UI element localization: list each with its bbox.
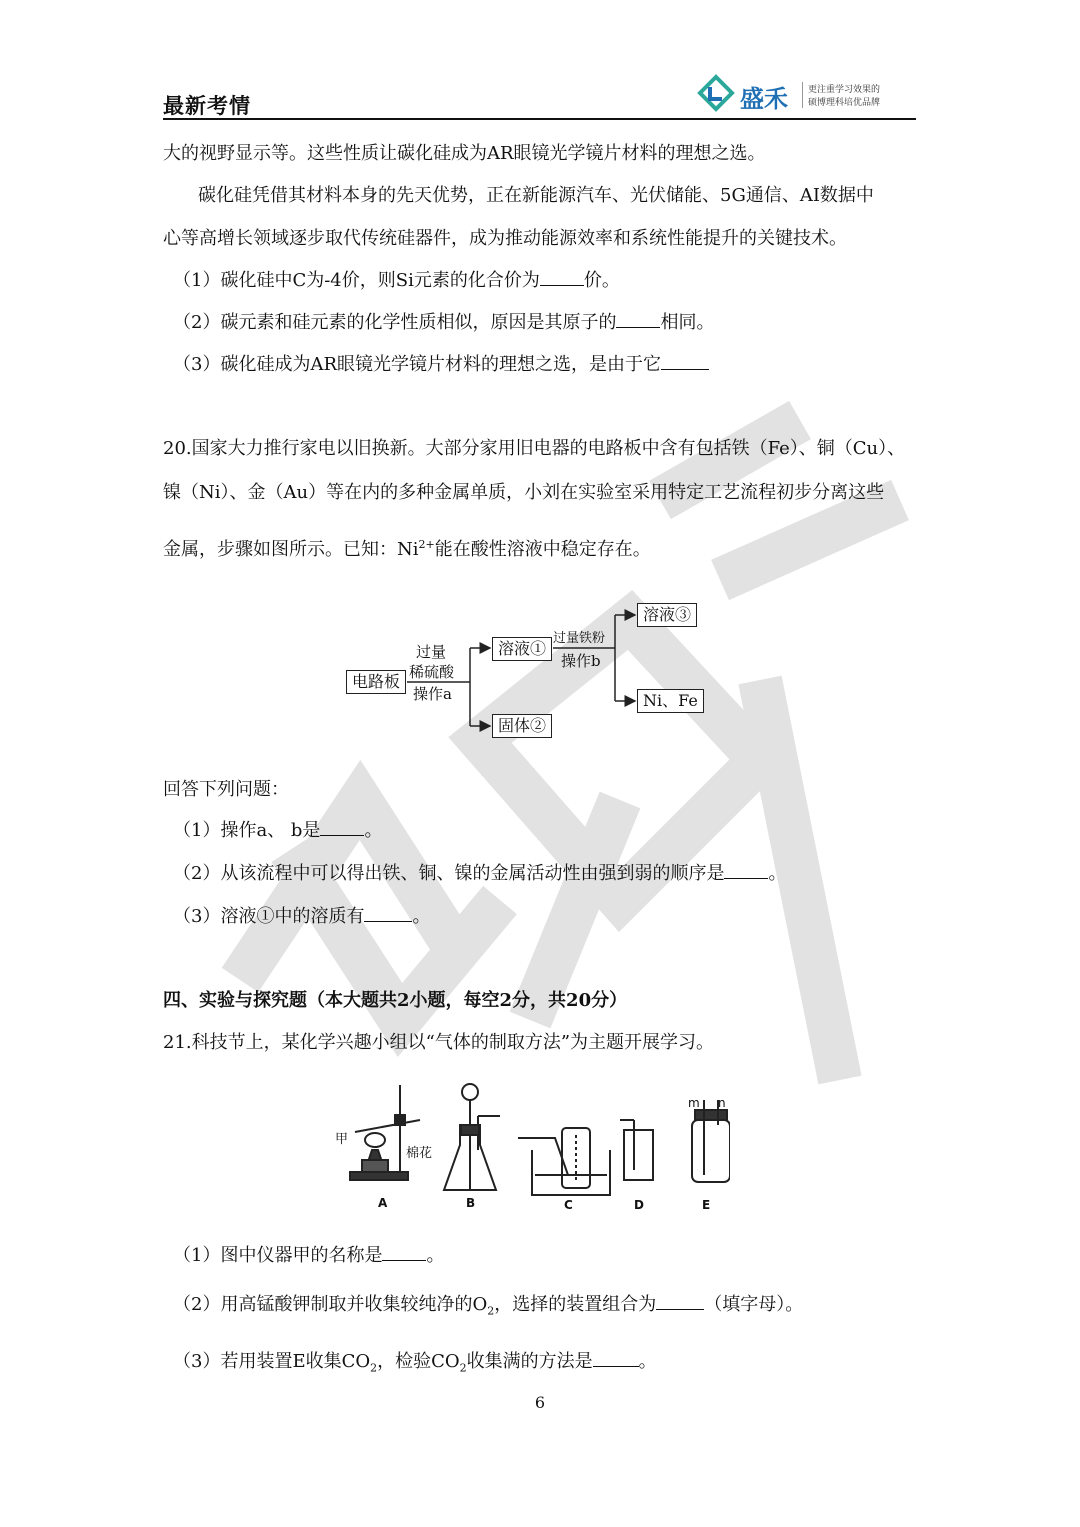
subscript: 2 bbox=[370, 1361, 378, 1375]
answer-blank[interactable] bbox=[616, 327, 660, 328]
charge-superscript: 2+ bbox=[418, 538, 435, 551]
answer-blank[interactable] bbox=[382, 1260, 426, 1261]
q19-sub-1-text: （1）碳化硅中C为-4价，则Si元素的化合价为 bbox=[173, 270, 540, 291]
answer-blank[interactable] bbox=[661, 369, 709, 370]
flow-node-solution-1: 溶液① bbox=[492, 637, 552, 661]
q20-answer-prompt: 回答下列问题： bbox=[163, 779, 289, 800]
brand-slogan-line-2: 硕博理科培优品牌 bbox=[808, 98, 881, 108]
answer-blank[interactable] bbox=[320, 835, 364, 836]
flow-label-dilute-acid: 稀硫酸 bbox=[409, 663, 455, 681]
q21-sub-3-middle-2: 收集满的方法是 bbox=[466, 1351, 593, 1372]
apparatus-label-d: D bbox=[634, 1198, 644, 1212]
q19-sub-3 bbox=[173, 354, 709, 376]
logo-divider bbox=[802, 82, 803, 108]
page-number: 6 bbox=[534, 1393, 546, 1412]
apparatus-label-b: B bbox=[466, 1196, 476, 1210]
q21-sub-3-text: （3）若用装置E收集CO bbox=[173, 1351, 371, 1372]
q20-line-3 bbox=[163, 534, 651, 561]
q19-sub-3-text: （3）碳化硅成为AR眼镜光学镜片材料的理想之选，是由于它 bbox=[173, 354, 662, 375]
answer-blank[interactable] bbox=[656, 1309, 704, 1310]
q20-line-3-tail: 能在酸性溶液中稳定存在。 bbox=[434, 539, 651, 560]
subscript: 2 bbox=[487, 1304, 495, 1318]
header-rule bbox=[163, 118, 916, 120]
flowchart bbox=[345, 587, 745, 752]
intro-line-1: 大的视野显示等。这些性质让碳化硅成为AR眼镜光学镜片材料的理想之选。 bbox=[163, 143, 766, 164]
label-m: m bbox=[688, 1096, 700, 1110]
q20-sub-1-text: （1）操作a、 b是 bbox=[173, 820, 321, 841]
apparatus-figure bbox=[335, 1080, 730, 1220]
brand-logo bbox=[696, 74, 916, 114]
q20-sub-3 bbox=[173, 906, 430, 928]
flow-node-metals: Ni、Fe bbox=[637, 689, 704, 713]
q20-sub-1 bbox=[173, 820, 382, 842]
q20-sub-2-text: （2）从该流程中可以得出铁、铜、镍的金属活动性由强到弱的顺序是 bbox=[173, 863, 725, 884]
apparatus-label-c: C bbox=[564, 1198, 573, 1212]
flow-node-solid-2: 固体② bbox=[492, 714, 552, 738]
q20-line-3-text: 金属，步骤如图所示。已知：Ni bbox=[163, 539, 419, 560]
flow-node-solution-3: 溶液③ bbox=[637, 603, 697, 627]
q21-sub-1-text: （1）图中仪器甲的名称是 bbox=[173, 1245, 383, 1266]
answer-blank[interactable] bbox=[540, 285, 584, 286]
apparatus-drawing bbox=[340, 1080, 730, 1220]
q21-sub-2-middle: ，选择的装置组合为 bbox=[494, 1294, 657, 1315]
label-n: n bbox=[718, 1096, 726, 1110]
q21-sub-2-text: （2）用高锰酸钾制取并收集较纯净的O bbox=[173, 1294, 488, 1315]
q20-sub-3-text: （3）溶液①中的溶质有 bbox=[173, 906, 365, 927]
answer-blank[interactable] bbox=[724, 878, 768, 879]
q21-intro: 21.科技节上，某化学兴趣小组以“气体的制取方法”为主题开展学习。 bbox=[163, 1032, 715, 1053]
answer-blank[interactable] bbox=[593, 1366, 639, 1367]
apparatus-label-e: E bbox=[702, 1198, 711, 1212]
intro-line-3: 心等高增长领域逐步取代传统硅器件，成为推动能源效率和系统性能提升的关键技术。 bbox=[163, 228, 847, 249]
logo-mark-icon bbox=[696, 74, 736, 114]
flow-label-excess: 过量 bbox=[416, 643, 447, 661]
label-cotton: 棉花 bbox=[406, 1146, 433, 1161]
q20-sub-1-tail: 。 bbox=[364, 820, 383, 841]
subscript: 2 bbox=[459, 1361, 467, 1375]
q20-line-1: 20.国家大力推行家电以旧换新。大部分家用旧电器的电路板中含有包括铁（Fe）、铜（Cu）、 bbox=[163, 438, 906, 459]
intro-line-2: 碳化硅凭借其材料本身的先天优势，正在新能源汽车、光伏储能、5G通信、AI数据中 bbox=[198, 185, 874, 206]
q20-sub-3-tail: 。 bbox=[412, 906, 431, 927]
flow-node-circuit-board: 电路板 bbox=[346, 670, 406, 694]
q19-sub-1 bbox=[173, 270, 620, 292]
q21-sub-2 bbox=[173, 1294, 803, 1323]
flow-label-iron-powder: 过量铁粉 bbox=[553, 631, 606, 646]
label-jia: 甲 bbox=[335, 1132, 349, 1147]
watermark-text bbox=[200, 380, 232, 384]
answer-blank[interactable] bbox=[364, 921, 412, 922]
q21-sub-1-tail: 。 bbox=[426, 1245, 445, 1266]
brand-name: 盛禾 bbox=[740, 85, 788, 113]
header-title: 最新考情 bbox=[163, 93, 251, 118]
q19-sub-2 bbox=[173, 312, 714, 334]
q21-sub-1 bbox=[173, 1245, 444, 1267]
q21-sub-3 bbox=[173, 1351, 657, 1380]
q19-sub-1-tail: 价。 bbox=[583, 270, 620, 291]
flow-label-operation-a: 操作a bbox=[413, 685, 452, 703]
q19-sub-2-text: （2）碳元素和硅元素的化学性质相似，原因是其原子的 bbox=[173, 312, 617, 333]
q19-sub-2-tail: 相同。 bbox=[660, 312, 715, 333]
brand-slogan-line-1: 更注重学习效果的 bbox=[808, 85, 881, 95]
q20-sub-2 bbox=[173, 863, 786, 885]
section-4-heading: 四、实验与探究题（本大题共2小题，每空2分，共20分） bbox=[163, 990, 628, 1011]
apparatus-label-a: A bbox=[378, 1196, 388, 1210]
q20-line-2: 镍（Ni）、金（Au）等在内的多种金属单质，小刘在实验室采用特定工艺流程初步分离这些 bbox=[163, 482, 885, 503]
q21-sub-3-tail: 。 bbox=[638, 1351, 657, 1372]
q21-sub-2-tail: （填字母）。 bbox=[704, 1294, 804, 1315]
flow-label-operation-b: 操作b bbox=[561, 652, 601, 670]
q20-sub-2-tail: 。 bbox=[768, 863, 787, 884]
q21-sub-3-middle: ，检验CO bbox=[377, 1351, 460, 1372]
